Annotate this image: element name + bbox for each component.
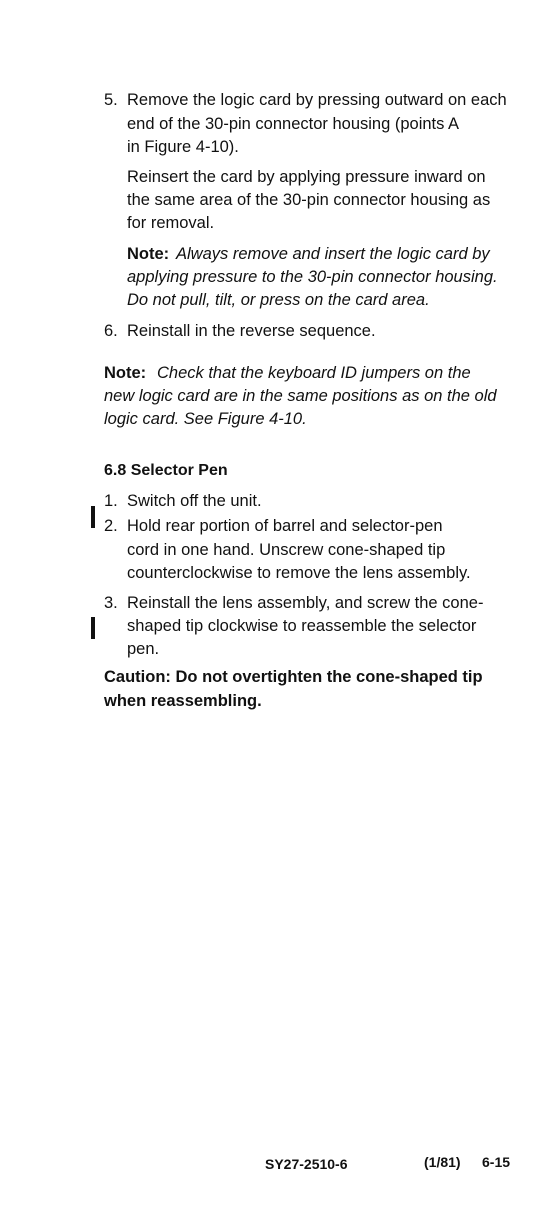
caution-line-1: Caution: Do not overtighten the cone-shaped tip [104, 668, 483, 686]
step-number-1: 1. [104, 492, 118, 510]
note-2-line-2: new logic card are in the same positions as on the old [104, 387, 497, 405]
step-5-line-2: end of the 30-pin connector housing (points A [127, 115, 460, 133]
document-number: SY27-2510-6 [265, 1156, 348, 1172]
note-label: Note: [127, 245, 170, 263]
caution-line-2: when reassembling. [104, 692, 262, 710]
step-6-text: Reinstall in the reverse sequence. [127, 322, 376, 340]
selector-step-2-line-1: Hold rear portion of barrel and selector-pen [127, 517, 443, 535]
note-2-label: Note: [104, 364, 147, 382]
note-line-1: Always remove and insert the logic card by [176, 245, 490, 263]
step-5-line-1: Remove the logic card by pressing outward on each [127, 91, 507, 109]
revision-bar [91, 617, 95, 639]
note-2-line-3: logic card. See Figure 4-10. [104, 410, 307, 428]
step-5-line-3: in Figure 4-10). [127, 138, 239, 156]
selector-step-3-line-2: shaped tip clockwise to reassemble the selector [127, 617, 477, 635]
page-number: 6-15 [482, 1154, 511, 1170]
revision-date: (1/81) [424, 1154, 461, 1170]
selector-step-1-line-1: Switch off the unit. [127, 492, 262, 510]
selector-step-2-line-2: cord in one hand. Unscrew cone-shaped tip [127, 541, 446, 559]
step-number-5: 5. [104, 91, 118, 109]
note-2-line-1: Check that the keyboard ID jumpers on the [157, 364, 471, 382]
step-number-3: 3. [104, 594, 118, 612]
reinsert-line-1: Reinsert the card by applying pressure inward on [127, 168, 486, 186]
section-heading: 6.8 Selector Pen [104, 462, 228, 479]
reinsert-line-3: for removal. [127, 214, 215, 232]
selector-step-3-line-1: Reinstall the lens assembly, and screw the cone- [127, 594, 484, 612]
step-number-6: 6. [104, 322, 118, 340]
selector-step-3-line-3: pen. [127, 640, 160, 658]
step-number-2: 2. [104, 517, 118, 535]
revision-bar [91, 506, 95, 528]
selector-step-2-line-3: counterclockwise to remove the lens assembly. [127, 564, 471, 582]
reinsert-line-2: the same area of the 30-pin connector housing as [127, 191, 491, 209]
note-line-2: applying pressure to the 30-pin connector housing. [127, 268, 498, 286]
note-line-3: Do not pull, tilt, or press on the card area. [127, 291, 430, 309]
